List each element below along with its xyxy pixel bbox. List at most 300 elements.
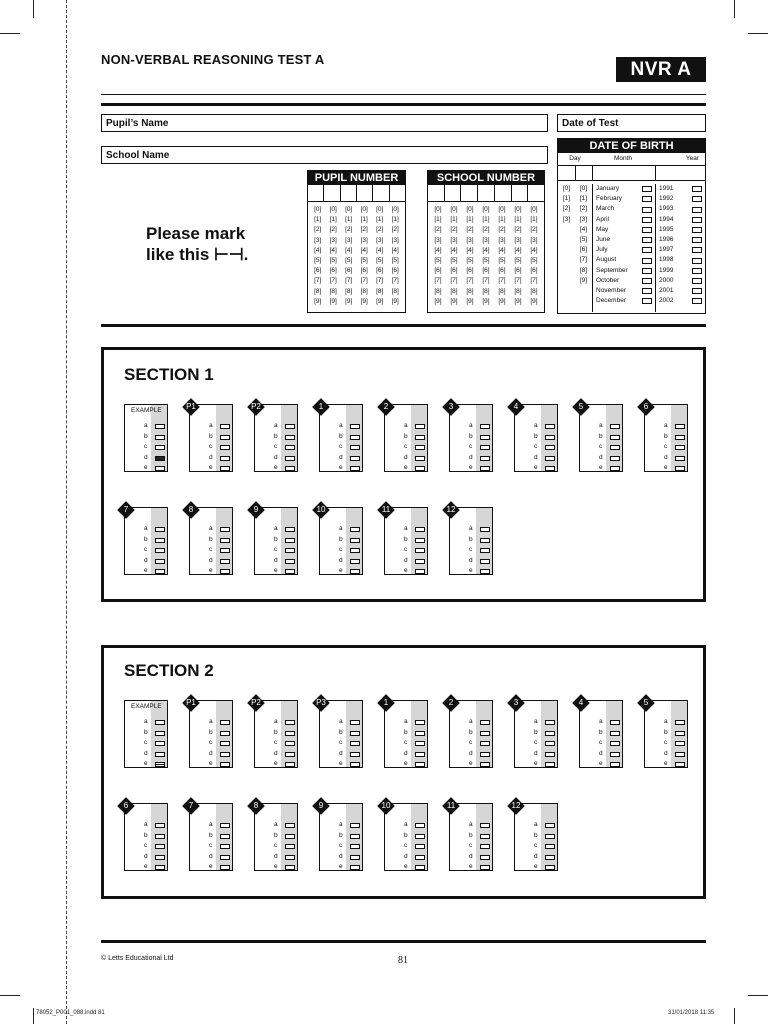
answer-option[interactable]	[385, 852, 427, 862]
answer-option[interactable]	[385, 556, 427, 566]
answer-box[interactable]	[285, 466, 295, 471]
digit-bubble[interactable]: [1]	[314, 216, 322, 224]
pupil-number-digit-column[interactable]	[326, 205, 342, 307]
answer-option[interactable]	[320, 535, 362, 545]
answer-option[interactable]	[190, 453, 232, 463]
year-option[interactable]	[656, 225, 705, 235]
year-option[interactable]	[656, 235, 705, 245]
dob-day-units[interactable]	[575, 184, 592, 312]
answer-box[interactable]	[350, 731, 360, 736]
digit-bubble[interactable]: [2]	[376, 226, 384, 234]
digit-bubble[interactable]: [6]	[466, 267, 474, 275]
year-option[interactable]	[656, 286, 705, 296]
answer-option[interactable]	[580, 442, 622, 452]
pupil-name-field[interactable]: Pupil’s Name	[101, 114, 548, 132]
answer-option[interactable]	[515, 759, 557, 769]
digit-bubble[interactable]: [1]	[482, 216, 490, 224]
answer-option[interactable]	[190, 442, 232, 452]
answer-box[interactable]	[155, 855, 165, 860]
digit-bubble[interactable]: [5]	[466, 257, 474, 265]
answer-box[interactable]	[545, 435, 555, 440]
digit-bubble[interactable]: [6]	[450, 267, 458, 275]
answer-option[interactable]	[580, 738, 622, 748]
digit-bubble[interactable]: [7]	[360, 277, 368, 285]
answer-box[interactable]	[545, 424, 555, 429]
answer-card[interactable]	[319, 803, 363, 871]
answer-option[interactable]	[385, 442, 427, 452]
answer-box[interactable]	[480, 844, 490, 849]
answer-option[interactable]	[450, 831, 492, 841]
answer-box[interactable]	[480, 731, 490, 736]
answer-option[interactable]	[320, 463, 362, 473]
day-units-bubble[interactable]: [9]	[579, 276, 588, 284]
answer-box[interactable]	[675, 424, 685, 429]
answer-card[interactable]	[446, 801, 493, 871]
digit-bubble[interactable]: [4]	[466, 246, 474, 254]
digit-bubble[interactable]: [0]	[329, 206, 337, 213]
year-option[interactable]	[656, 215, 705, 225]
answer-option[interactable]	[450, 453, 492, 463]
answer-option[interactable]	[125, 566, 167, 576]
digit-bubble[interactable]: [1]	[434, 216, 442, 224]
digit-bubble[interactable]: [6]	[314, 267, 322, 275]
answer-option[interactable]	[645, 453, 687, 463]
answer-box[interactable]	[642, 207, 652, 213]
answer-option[interactable]	[515, 421, 557, 431]
answer-box[interactable]	[610, 424, 620, 429]
answer-box[interactable]	[480, 569, 490, 574]
digit-bubble[interactable]: [2]	[530, 226, 538, 234]
answer-box[interactable]	[350, 762, 360, 767]
answer-card[interactable]	[384, 700, 428, 768]
answer-box[interactable]	[415, 559, 425, 564]
digit-bubble[interactable]: [8]	[450, 287, 458, 295]
answer-option[interactable]	[450, 535, 492, 545]
digit-bubble[interactable]: [9]	[530, 297, 538, 305]
answer-box[interactable]	[285, 741, 295, 746]
answer-box[interactable]	[155, 731, 165, 736]
digit-bubble[interactable]: [3]	[450, 236, 458, 244]
answer-option[interactable]	[645, 749, 687, 759]
dob-day-tens[interactable]	[558, 184, 575, 312]
digit-bubble[interactable]: [6]	[498, 267, 506, 275]
answer-option[interactable]	[255, 556, 297, 566]
digit-bubble[interactable]: [8]	[434, 287, 442, 295]
answer-box[interactable]	[220, 762, 230, 767]
answer-box[interactable]	[675, 731, 685, 736]
answer-option[interactable]	[385, 728, 427, 738]
digit-bubble[interactable]: [1]	[450, 216, 458, 224]
answer-option[interactable]	[385, 749, 427, 759]
answer-option[interactable]	[255, 841, 297, 851]
answer-option[interactable]	[645, 759, 687, 769]
digit-bubble[interactable]: [6]	[376, 267, 384, 275]
digit-bubble[interactable]: [4]	[329, 246, 337, 254]
digit-bubble[interactable]: [1]	[391, 216, 399, 224]
answer-option[interactable]	[450, 862, 492, 872]
answer-option[interactable]	[385, 738, 427, 748]
answer-box[interactable]	[285, 424, 295, 429]
answer-option[interactable]	[255, 453, 297, 463]
digit-bubble[interactable]: [7]	[530, 277, 538, 285]
answer-option[interactable]	[450, 566, 492, 576]
digit-bubble[interactable]: [9]	[360, 297, 368, 305]
digit-bubble[interactable]: [6]	[514, 267, 522, 275]
answer-option[interactable]	[580, 717, 622, 727]
digit-bubble[interactable]: [7]	[376, 277, 384, 285]
answer-option[interactable]	[190, 421, 232, 431]
pupil-number-digit-column[interactable]	[341, 205, 357, 307]
digit-bubble[interactable]: [5]	[329, 257, 337, 265]
digit-bubble[interactable]: [6]	[329, 267, 337, 275]
month-option[interactable]	[593, 266, 655, 276]
answer-option[interactable]	[385, 463, 427, 473]
day-units-bubble[interactable]: [4]	[579, 225, 588, 233]
answer-box[interactable]	[610, 741, 620, 746]
dob-year-list[interactable]	[656, 184, 705, 312]
answer-option[interactable]	[190, 524, 232, 534]
answer-option[interactable]	[385, 759, 427, 769]
answer-box[interactable]	[155, 569, 165, 574]
answer-option[interactable]	[385, 566, 427, 576]
answer-box[interactable]	[285, 559, 295, 564]
answer-box[interactable]	[545, 855, 555, 860]
answer-box[interactable]	[610, 445, 620, 450]
answer-box[interactable]	[285, 435, 295, 440]
answer-option[interactable]	[580, 728, 622, 738]
answer-box[interactable]	[350, 548, 360, 553]
digit-bubble[interactable]: [4]	[345, 246, 353, 254]
answer-box[interactable]	[415, 823, 425, 828]
answer-box[interactable]	[415, 466, 425, 471]
answer-box[interactable]	[692, 196, 702, 202]
answer-option[interactable]	[320, 432, 362, 442]
digit-bubble[interactable]: [4]	[482, 246, 490, 254]
digit-bubble[interactable]: [7]	[391, 277, 399, 285]
answer-box[interactable]	[545, 844, 555, 849]
answer-box[interactable]	[220, 731, 230, 736]
answer-card[interactable]	[254, 803, 298, 871]
year-option[interactable]	[656, 204, 705, 214]
answer-box[interactable]	[220, 435, 230, 440]
answer-box[interactable]	[220, 445, 230, 450]
pupil-number-digit-column[interactable]	[310, 205, 326, 307]
answer-box[interactable]	[692, 298, 702, 304]
answer-box[interactable]	[155, 741, 165, 746]
answer-option[interactable]	[385, 453, 427, 463]
pupil-number-digit-column[interactable]	[372, 205, 388, 307]
digit-bubble[interactable]: [7]	[450, 277, 458, 285]
year-option[interactable]	[656, 276, 705, 286]
answer-option[interactable]	[320, 556, 362, 566]
digit-bubble[interactable]: [7]	[514, 277, 522, 285]
answer-option[interactable]	[255, 862, 297, 872]
answer-box[interactable]	[285, 752, 295, 757]
answer-option[interactable]	[125, 545, 167, 555]
answer-option[interactable]	[580, 749, 622, 759]
month-option[interactable]	[593, 245, 655, 255]
digit-bubble[interactable]: [4]	[450, 246, 458, 254]
digit-bubble[interactable]: [3]	[466, 236, 474, 244]
answer-option[interactable]	[255, 717, 297, 727]
answer-box[interactable]	[675, 741, 685, 746]
digit-bubble[interactable]: [2]	[314, 226, 322, 234]
year-option[interactable]	[656, 245, 705, 255]
year-option[interactable]	[656, 296, 705, 306]
answer-option[interactable]	[255, 749, 297, 759]
answer-option[interactable]	[450, 717, 492, 727]
answer-option[interactable]	[190, 852, 232, 862]
answer-box[interactable]	[480, 527, 490, 532]
answer-option[interactable]	[190, 862, 232, 872]
answer-box[interactable]	[155, 834, 165, 839]
school-number-bubbles[interactable]	[428, 202, 544, 307]
answer-option[interactable]	[385, 421, 427, 431]
answer-option[interactable]	[125, 831, 167, 841]
answer-option[interactable]	[320, 524, 362, 534]
digit-bubble[interactable]: [5]	[376, 257, 384, 265]
answer-box[interactable]	[220, 855, 230, 860]
answer-box[interactable]	[155, 548, 165, 553]
answer-option[interactable]	[125, 738, 167, 748]
digit-bubble[interactable]: [2]	[482, 226, 490, 234]
answer-option[interactable]	[385, 535, 427, 545]
date-of-test-field[interactable]: Date of Test	[557, 114, 706, 132]
digit-bubble[interactable]: [1]	[376, 216, 384, 224]
answer-box[interactable]	[350, 823, 360, 828]
answer-option[interactable]	[125, 556, 167, 566]
answer-box[interactable]	[220, 538, 230, 543]
digit-bubble[interactable]: [5]	[530, 257, 538, 265]
answer-box[interactable]	[155, 844, 165, 849]
digit-bubble[interactable]: [2]	[360, 226, 368, 234]
month-option[interactable]	[593, 225, 655, 235]
digit-bubble[interactable]: [8]	[329, 287, 337, 295]
answer-option[interactable]	[255, 728, 297, 738]
answer-box[interactable]	[545, 762, 555, 767]
answer-option[interactable]	[320, 852, 362, 862]
answer-box[interactable]	[692, 258, 702, 264]
digit-bubble[interactable]: [5]	[314, 257, 322, 265]
answer-option[interactable]	[190, 535, 232, 545]
digit-bubble[interactable]: [3]	[514, 236, 522, 244]
answer-box[interactable]	[480, 559, 490, 564]
digit-bubble[interactable]: [9]	[466, 297, 474, 305]
answer-option[interactable]	[450, 556, 492, 566]
digit-bubble[interactable]: [3]	[530, 236, 538, 244]
answer-box[interactable]	[610, 752, 620, 757]
month-option[interactable]	[593, 286, 655, 296]
answer-box[interactable]	[415, 569, 425, 574]
answer-box[interactable]	[220, 559, 230, 564]
digit-bubble[interactable]: [7]	[434, 277, 442, 285]
answer-card[interactable]	[189, 507, 233, 575]
answer-box[interactable]	[415, 548, 425, 553]
digit-bubble[interactable]: [3]	[345, 236, 353, 244]
answer-box[interactable]	[155, 435, 165, 440]
digit-bubble[interactable]: [4]	[391, 246, 399, 254]
answer-option[interactable]	[580, 759, 622, 769]
answer-box[interactable]	[545, 466, 555, 471]
school-number-digit-column[interactable]	[494, 205, 510, 307]
answer-box[interactable]	[415, 720, 425, 725]
digit-bubble[interactable]: [3]	[329, 236, 337, 244]
answer-box[interactable]	[220, 569, 230, 574]
answer-option[interactable]	[515, 453, 557, 463]
answer-box[interactable]	[220, 527, 230, 532]
answer-box[interactable]	[545, 834, 555, 839]
day-units-bubble[interactable]: [7]	[579, 256, 588, 264]
dob-month-list[interactable]	[593, 184, 656, 312]
answer-option[interactable]	[645, 421, 687, 431]
digit-bubble[interactable]: [0]	[450, 206, 458, 213]
digit-bubble[interactable]: [9]	[376, 297, 384, 305]
digit-bubble[interactable]: [7]	[345, 277, 353, 285]
answer-card[interactable]	[579, 404, 623, 472]
answer-option[interactable]	[320, 421, 362, 431]
answer-option[interactable]	[255, 432, 297, 442]
answer-box[interactable]	[545, 741, 555, 746]
year-option[interactable]	[656, 255, 705, 265]
answer-box[interactable]	[675, 466, 685, 471]
answer-box[interactable]	[480, 855, 490, 860]
answer-option[interactable]	[125, 524, 167, 534]
answer-option[interactable]	[255, 759, 297, 769]
answer-card[interactable]	[124, 507, 168, 575]
answer-box[interactable]	[350, 720, 360, 725]
answer-option[interactable]	[450, 463, 492, 473]
digit-bubble[interactable]: [0]	[360, 206, 368, 213]
digit-bubble[interactable]: [6]	[345, 267, 353, 275]
answer-box[interactable]	[220, 741, 230, 746]
digit-bubble[interactable]: [9]	[514, 297, 522, 305]
answer-box[interactable]	[545, 865, 555, 870]
answer-option[interactable]	[320, 453, 362, 463]
answer-card[interactable]	[316, 505, 363, 575]
answer-option[interactable]	[450, 432, 492, 442]
answer-box[interactable]	[350, 865, 360, 870]
digit-bubble[interactable]: [0]	[482, 206, 490, 213]
pupil-number-digit-column[interactable]	[357, 205, 373, 307]
digit-bubble[interactable]: [2]	[434, 226, 442, 234]
answer-box[interactable]	[350, 559, 360, 564]
digit-bubble[interactable]: [3]	[482, 236, 490, 244]
answer-card[interactable]	[186, 698, 233, 768]
answer-box[interactable]	[642, 258, 652, 264]
answer-option[interactable]	[125, 453, 167, 463]
answer-box[interactable]	[285, 731, 295, 736]
answer-box[interactable]	[155, 466, 165, 471]
answer-card[interactable]	[514, 700, 558, 768]
month-option[interactable]	[593, 296, 655, 306]
answer-box[interactable]	[350, 538, 360, 543]
answer-box[interactable]	[285, 456, 295, 461]
answer-option[interactable]	[320, 820, 362, 830]
answer-option[interactable]	[190, 831, 232, 841]
answer-box[interactable]	[220, 752, 230, 757]
answer-box[interactable]	[642, 217, 652, 223]
digit-bubble[interactable]: [1]	[530, 216, 538, 224]
answer-box[interactable]	[480, 823, 490, 828]
answer-box[interactable]	[220, 720, 230, 725]
school-name-field[interactable]: School Name	[101, 146, 548, 164]
answer-box[interactable]	[610, 466, 620, 471]
answer-option[interactable]	[515, 862, 557, 872]
answer-box[interactable]	[350, 834, 360, 839]
answer-option[interactable]	[125, 759, 167, 769]
answer-card[interactable]	[579, 700, 623, 768]
answer-option[interactable]	[385, 862, 427, 872]
digit-bubble[interactable]: [4]	[376, 246, 384, 254]
digit-bubble[interactable]: [6]	[482, 267, 490, 275]
day-units-bubble[interactable]: [2]	[579, 205, 588, 213]
year-option[interactable]	[656, 184, 705, 194]
answer-card[interactable]	[186, 402, 233, 472]
answer-box[interactable]	[675, 720, 685, 725]
digit-bubble[interactable]: [0]	[434, 206, 442, 213]
answer-option[interactable]	[450, 841, 492, 851]
digit-bubble[interactable]: [7]	[329, 277, 337, 285]
answer-box[interactable]	[220, 548, 230, 553]
answer-option[interactable]	[125, 852, 167, 862]
answer-option[interactable]	[190, 566, 232, 576]
answer-box[interactable]	[285, 445, 295, 450]
answer-box[interactable]	[350, 844, 360, 849]
digit-bubble[interactable]: [4]	[360, 246, 368, 254]
answer-box[interactable]	[642, 268, 652, 274]
answer-card[interactable]	[189, 803, 233, 871]
answer-card[interactable]	[254, 507, 298, 575]
answer-option[interactable]	[515, 738, 557, 748]
digit-bubble[interactable]: [8]	[466, 287, 474, 295]
answer-option[interactable]	[255, 442, 297, 452]
day-units-bubble[interactable]: [3]	[579, 215, 588, 223]
answer-option[interactable]	[255, 463, 297, 473]
answer-box[interactable]	[350, 569, 360, 574]
answer-card[interactable]	[381, 505, 428, 575]
answer-option[interactable]	[320, 442, 362, 452]
month-option[interactable]	[593, 204, 655, 214]
digit-bubble[interactable]: [9]	[391, 297, 399, 305]
day-units-bubble[interactable]: [0]	[579, 185, 588, 192]
day-tens-bubble[interactable]: [3]	[562, 215, 571, 223]
answer-card[interactable]	[384, 404, 428, 472]
digit-bubble[interactable]: [9]	[482, 297, 490, 305]
answer-box[interactable]	[155, 762, 165, 767]
answer-option[interactable]	[385, 545, 427, 555]
answer-card[interactable]	[446, 505, 493, 575]
month-option[interactable]	[593, 215, 655, 225]
answer-box[interactable]	[415, 435, 425, 440]
answer-box[interactable]	[610, 731, 620, 736]
answer-box[interactable]	[415, 834, 425, 839]
answer-option[interactable]	[190, 749, 232, 759]
answer-box[interactable]	[692, 186, 702, 192]
digit-bubble[interactable]: [2]	[514, 226, 522, 234]
answer-box[interactable]	[675, 456, 685, 461]
answer-option[interactable]	[255, 820, 297, 830]
digit-bubble[interactable]: [7]	[466, 277, 474, 285]
day-units-bubble[interactable]: [6]	[579, 246, 588, 254]
digit-bubble[interactable]: [4]	[498, 246, 506, 254]
digit-bubble[interactable]: [8]	[391, 287, 399, 295]
answer-box[interactable]	[350, 741, 360, 746]
digit-bubble[interactable]: [5]	[450, 257, 458, 265]
answer-box[interactable]	[480, 466, 490, 471]
answer-card[interactable]	[124, 803, 168, 871]
digit-bubble[interactable]: [8]	[376, 287, 384, 295]
answer-card[interactable]	[251, 698, 298, 768]
